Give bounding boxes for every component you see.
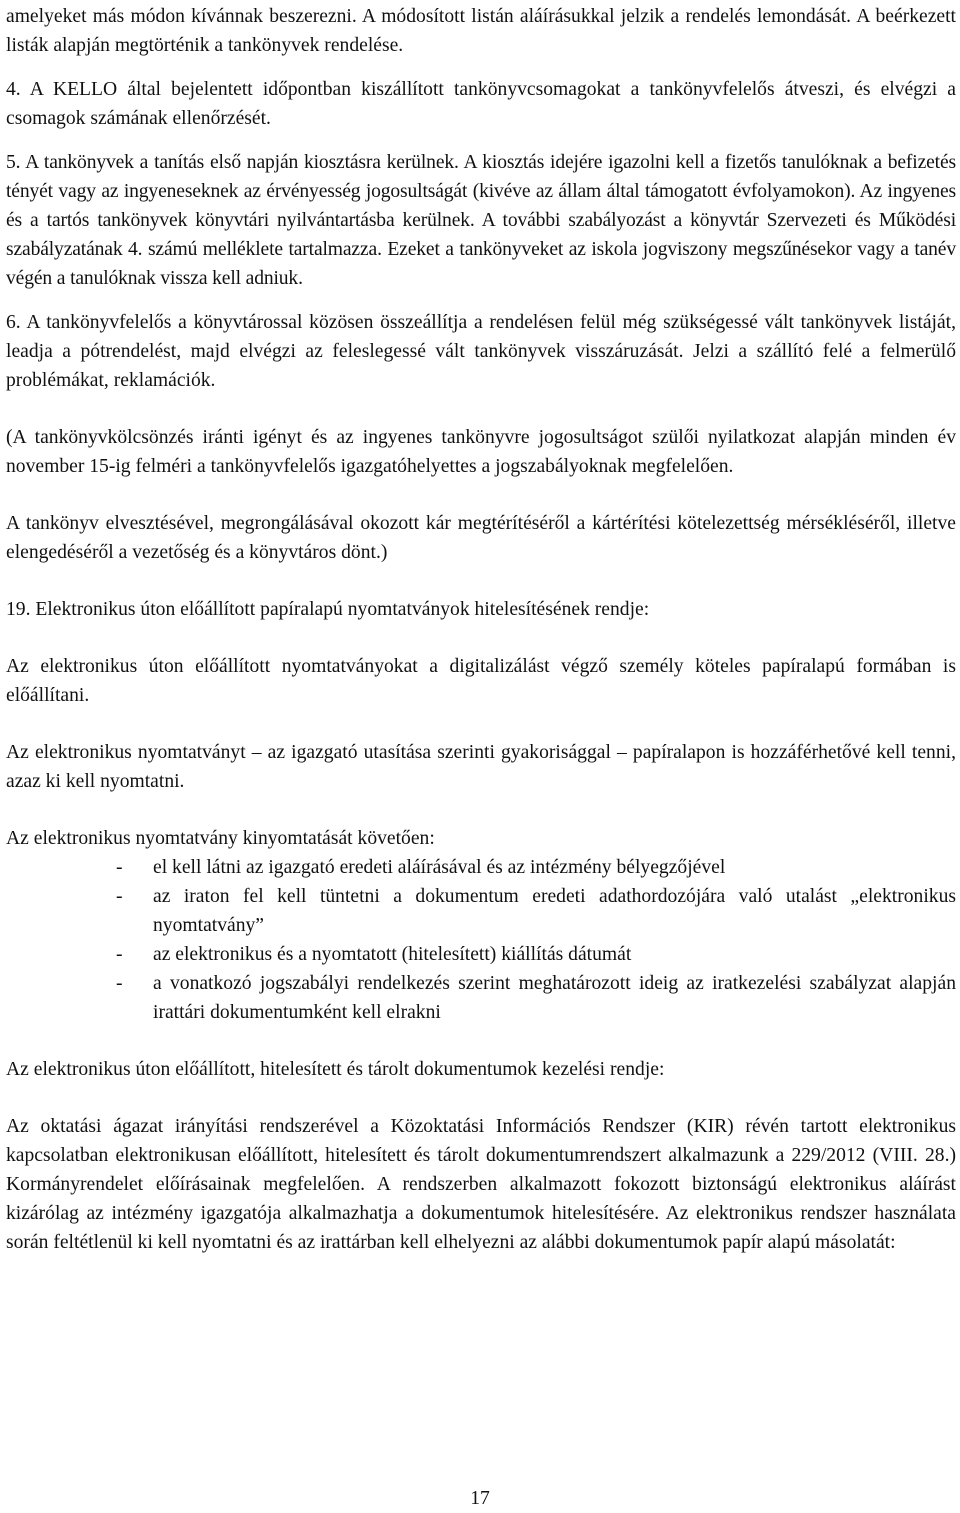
section-heading-19: 19. Elektronikus úton előállított papíralapú nyomtatványok hitelesítésének rendje: [6, 599, 650, 620]
list-item [6, 882, 956, 940]
paragraph-printing-frequency: Az elektronikus nyomtatványt – az igazgató utasítása szerinti gyakorisággal – papíralapon is hozzáférhetővé kell tenni, azaz ki kell nyomtatni. [6, 742, 956, 792]
list-item [6, 969, 956, 1027]
list-dash: - [116, 973, 123, 994]
paragraph-textbook-lending: (A tankönyvkölcsönzés iránti igényt és az ingyenes tankönyvre jogosultságot szülői nyilatkozat alapján minden év november 15-ig felméri a tankönyvfelelős igazgatóhelyettes a jogszabályoknak megfelelően. [6, 427, 956, 477]
list-dash: - [116, 886, 123, 907]
paragraph-document-handling: Az elektronikus úton előállított, hitelesített és tárolt dokumentumok kezelési rendje: [6, 1059, 665, 1080]
document-page [6, 0, 956, 1257]
list-dash: - [116, 944, 123, 965]
list-item-text: a vonatkozó jogszabályi rendelkezés szerint meghatározott ideig az iratkezelési szabályzat alapján irattári dokumentumként kell elrakni [153, 973, 956, 1023]
paragraph-damage-compensation: A tankönyv elvesztésével, megrongálásával okozott kár megtérítéséről a kártérítési kötelezettség mérsékléséről, illetve elengedéséről a vezetőség és a könyvtáros dönt.) [6, 513, 956, 563]
paragraph-order-cancellation: amelyeket más módon kívánnak beszerezni. A módosított listán aláírásukkal jelzik a rendelés lemondását. A beérkezett listák alapján megtörténik a tankönyvek rendelése. [6, 6, 956, 56]
paragraph-item-6: 6. A tankönyvfelelős a könyvtárossal közösen összeállítja a rendelésen felül még szükségessé vált tankönyvek listáját, leadja a pótrendelést, majd elvégzi az feleslegessé vált tankönyvek visszáruzását. Jelzi a szállító felé a felmerülő problémákat, reklamációk. [6, 312, 956, 391]
list-item [6, 853, 956, 882]
paragraph-item-5: 5. A tankönyvek a tanítás első napján kiosztásra kerülnek. A kiosztás idejére igazolni kell a fizetős tanulóknak a befizetés tényét vagy az ingyeneseknek az érvényesség jogosultságát (kivéve az állam által támogatott évfolyamokon). Az ingyenes és a tartós tankönyvek könyvtári nyilvántartásba kerülnek. A további szabályozást a könyvtár Szervezeti és Működési szabályzatának 4. számú melléklete tartalmazza. Ezeket a tankönyveket az iskola jogviszony megszűnésekor vagy a tanév végén a tanulóknak vissza kell adniuk. [6, 152, 956, 289]
requirements-list [6, 853, 956, 1027]
list-dash: - [116, 857, 123, 878]
list-item [6, 940, 956, 969]
list-item-text: az elektronikus és a nyomtatott (hitelesített) kiállítás dátumát [153, 944, 632, 965]
list-item-text: az iraton fel kell tüntetni a dokumentum eredeti adathordozójára való utalást „elektronikus nyomtatvány” [153, 886, 956, 936]
paragraph-item-4: 4. A KELLO által bejelentett időpontban kiszállított tankönyvcsomagokat a tankönyvfelelős átveszi, és elvégzi a csomagok számának ellenőrzését. [6, 79, 956, 129]
paragraph-after-printing: Az elektronikus nyomtatvány kinyomtatását követően: [6, 828, 435, 849]
paragraph-kir-system: Az oktatási ágazat irányítási rendszerével a Közoktatási Információs Rendszer (KIR) révén tartott elektronikus kapcsolatban elektronikusan előállított, hitelesített és tárolt dokumentumrendszert alkalmazunk a 229/2012 (VIII. 28.) Kormányrendelet előírásainak megfelelően. A rendszerben alkalmazott fokozott biztonságú elektronikus aláírást kizárólag az intézmény igazgatója alkalmazhatja a dokumentumok hitelesítésére. Az elektronikus rendszer használata során feltétlenül ki kell nyomtatni és az irattárban kell elhelyezni az alábbi dokumentumok papír alapú másolatát: [6, 1116, 956, 1253]
page-number: 17 [470, 1488, 490, 1509]
list-item-text: el kell látni az igazgató eredeti aláírásával és az intézmény bélyegzőjével [153, 857, 726, 878]
paragraph-paper-copies: Az elektronikus úton előállított nyomtatványokat a digitalizálást végző személy köteles papíralapú formában is előállítani. [6, 656, 956, 706]
